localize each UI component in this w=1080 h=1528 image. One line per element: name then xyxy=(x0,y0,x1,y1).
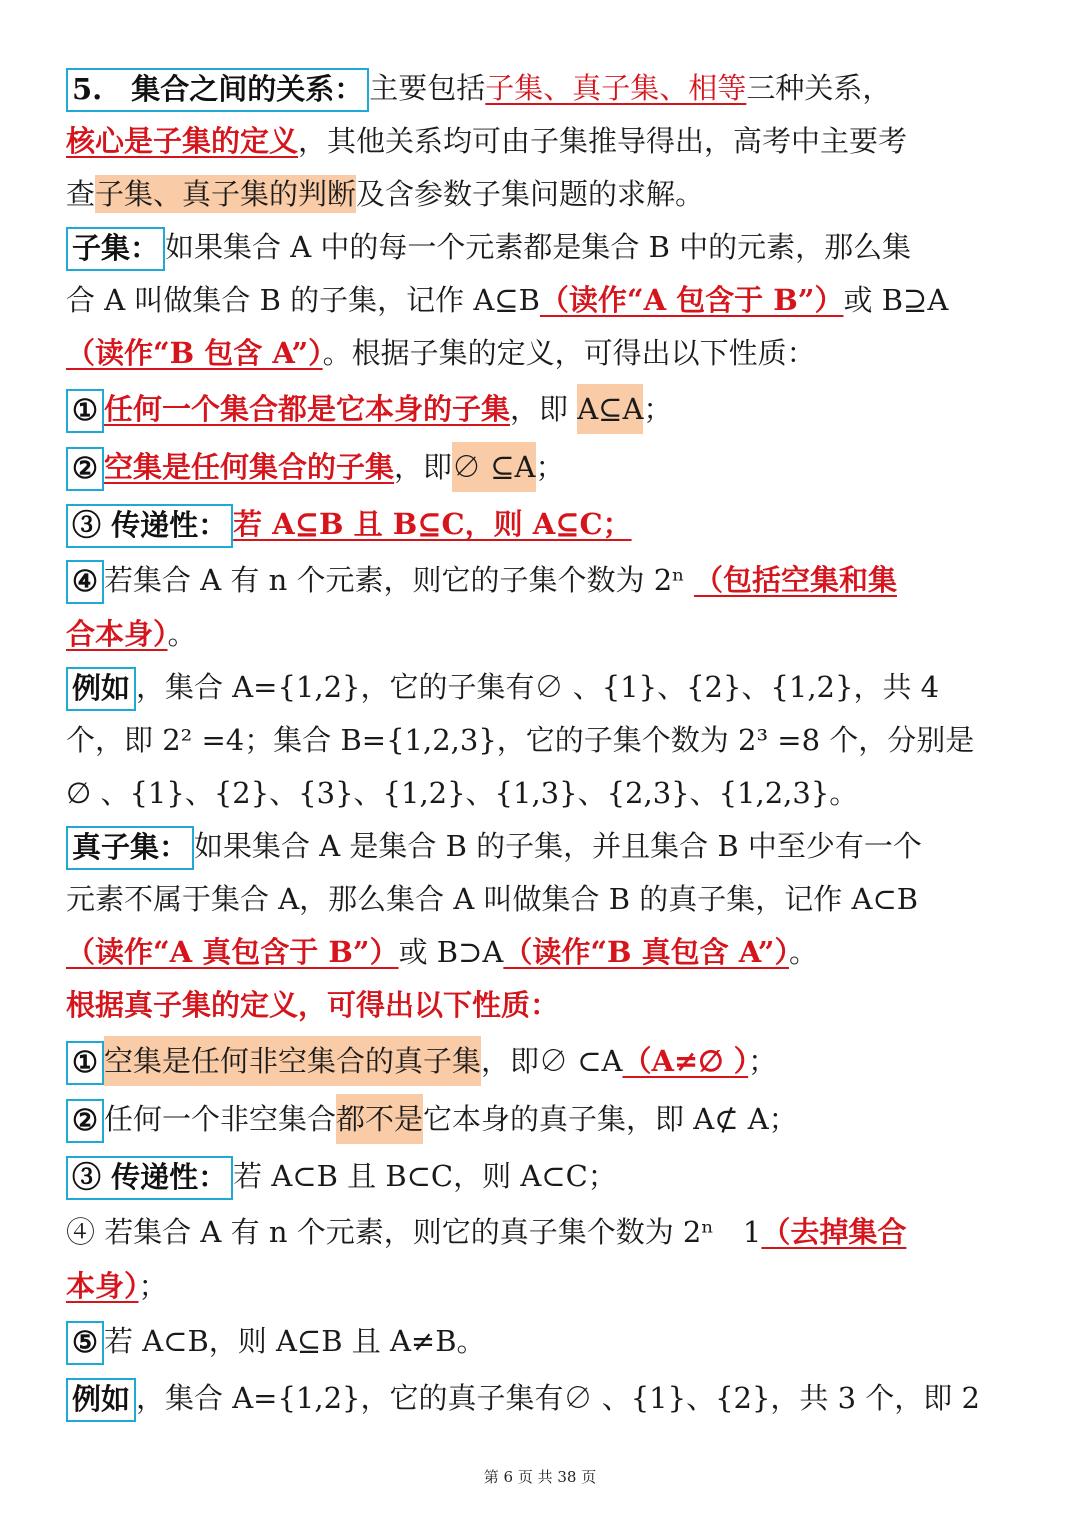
number-box: ① xyxy=(66,389,104,433)
proper-subset-label-box: 真子集： xyxy=(66,826,194,870)
text: ，即 xyxy=(394,450,453,484)
emphasis-text: 本身） xyxy=(66,1269,139,1303)
text: ，即 xyxy=(510,392,578,426)
property-line xyxy=(66,552,1016,608)
text: 。 xyxy=(167,617,197,651)
property-line xyxy=(66,1032,1016,1090)
page-footer: 第 6 页 共 38 页 xyxy=(483,1468,597,1486)
text: 若 A⊂B 且 B⊂C，则 A⊂C； xyxy=(233,1159,617,1193)
emphasis-text: 空集是任何集合的子集 xyxy=(104,450,395,484)
text-line xyxy=(66,168,1016,221)
text: ，其他关系均可由子集推导得出，高考中主要考 xyxy=(298,124,908,158)
text: ④ 若集合 A 有 n 个元素，则它的真子集个数为 2ⁿ 1 xyxy=(66,1215,762,1249)
emphasis-text: 子集、真子集、相等 xyxy=(485,71,747,105)
text: 及含参数子集问题的求解。 xyxy=(356,177,705,211)
transitivity-box: ③ 传递性： xyxy=(66,504,233,548)
example-box: 例如 xyxy=(66,667,136,711)
section-heading-line xyxy=(66,62,1016,115)
text: ，集合 A={1,2}，它的真子集有∅ 、{1}、{2}，共 3 个，即 2 xyxy=(136,1381,980,1415)
example-line xyxy=(66,1369,1016,1427)
highlight-text: 空集是任何非空集合的真子集 xyxy=(104,1036,481,1086)
text-line xyxy=(66,767,1016,820)
property-line xyxy=(66,1148,1016,1204)
text-line xyxy=(66,714,1016,767)
text: 任何一个非空集合 xyxy=(104,1102,337,1136)
text-line xyxy=(66,1260,1016,1313)
number-box: ⑤ xyxy=(66,1321,104,1365)
emphasis-text: 若 A⊆B 且 B⊆C，则 A⊆C； xyxy=(233,507,632,541)
emphasis-text: 合本身） xyxy=(66,617,168,651)
text: 如果集合 A 中的每一个元素都是集合 B 中的元素，那么集 xyxy=(165,230,912,264)
text: ，集合 A={1,2}，它的子集有∅ 、{1}、{2}、{1,2}，共 4 xyxy=(136,670,940,704)
heading-text: 根据真子集的定义，可得出以下性质： xyxy=(66,988,560,1022)
text-line xyxy=(66,608,1016,661)
subset-definition-line xyxy=(66,221,1016,274)
text-line xyxy=(66,926,1016,979)
text: 。 xyxy=(788,935,818,969)
text: 三种关系， xyxy=(746,71,892,105)
text: 或 B⊇A xyxy=(843,283,949,317)
example-box: 例如 xyxy=(66,1378,136,1422)
emphasis-text: （读作“A 包含于 B”） xyxy=(539,283,844,317)
highlight-text: 都不是 xyxy=(336,1094,423,1144)
text-line xyxy=(66,274,1016,327)
number-box: ② xyxy=(66,447,104,491)
text: 查 xyxy=(66,177,96,211)
text: ∅ 、{1}、{2}、{3}、{1,2}、{1,3}、{2,3}、{1,2,3}。 xyxy=(66,776,859,810)
text-line xyxy=(66,327,1016,380)
property-line xyxy=(66,1090,1016,1148)
property-line xyxy=(66,1313,1016,1369)
emphasis-text: （读作“A 真包含于 B”） xyxy=(66,935,399,969)
property-line xyxy=(66,380,1016,438)
text: 个，即 2² =4；集合 B={1,2,3}，它的子集个数为 2³ =8 个，分别是 xyxy=(66,723,975,757)
text: 它本身的真子集，即 A⊄ A； xyxy=(423,1102,798,1136)
text: 若集合 A 有 n 个元素，则它的子集个数为 2ⁿ xyxy=(104,563,694,597)
text: 若 A⊂B，则 A⊆B 且 A≠B。 xyxy=(104,1324,486,1358)
section-title-box: 5. 集合之间的关系： xyxy=(66,68,369,112)
emphasis-text: 核心是子集的定义 xyxy=(66,124,299,158)
number-box: ④ xyxy=(66,560,104,604)
emphasis-text: （读作“B 真包含 A”） xyxy=(503,935,789,969)
text-line xyxy=(66,115,1016,168)
text: ； xyxy=(748,1044,778,1078)
highlight-text: 子集、真子集的判断 xyxy=(95,177,357,211)
emphasis-text: （去掉集合 xyxy=(761,1215,907,1249)
property-line xyxy=(66,496,1016,552)
transitivity-box: ③ 传递性： xyxy=(66,1156,233,1200)
text-line xyxy=(66,979,1016,1032)
text: ； xyxy=(138,1269,168,1303)
text: 或 B⊃A xyxy=(398,935,504,969)
text: 合 A 叫做集合 B 的子集，记作 A⊆B xyxy=(66,283,540,317)
text: 主要包括 xyxy=(369,71,486,105)
text: 如果集合 A 是集合 B 的子集，并且集合 B 中至少有一个 xyxy=(194,829,922,863)
emphasis-text: 任何一个集合都是它本身的子集 xyxy=(104,392,511,426)
text: 元素不属于集合 A，那么集合 A 叫做集合 B 的真子集，记作 A⊂B xyxy=(66,882,919,916)
document-page xyxy=(66,62,1016,1427)
example-line xyxy=(66,661,1016,714)
text: ； xyxy=(643,392,673,426)
highlight-text: ∅ ⊆A xyxy=(452,442,535,492)
text: ； xyxy=(535,450,565,484)
emphasis-text: （A≠∅ ） xyxy=(622,1044,749,1078)
number-box: ② xyxy=(66,1099,104,1143)
number-box: ① xyxy=(66,1041,104,1085)
highlight-text: A⊆A xyxy=(577,384,643,434)
property-line xyxy=(66,1204,1016,1260)
text: 。根据子集的定义，可得出以下性质： xyxy=(322,336,816,370)
proper-subset-definition-line xyxy=(66,820,1016,873)
property-line xyxy=(66,438,1016,496)
subset-label-box: 子集： xyxy=(66,227,165,271)
text: ，即∅ ⊂A xyxy=(481,1044,623,1078)
emphasis-text: （读作“B 包含 A”） xyxy=(66,336,323,370)
text-line xyxy=(66,873,1016,926)
emphasis-text: （包括空集和集 xyxy=(693,563,897,597)
